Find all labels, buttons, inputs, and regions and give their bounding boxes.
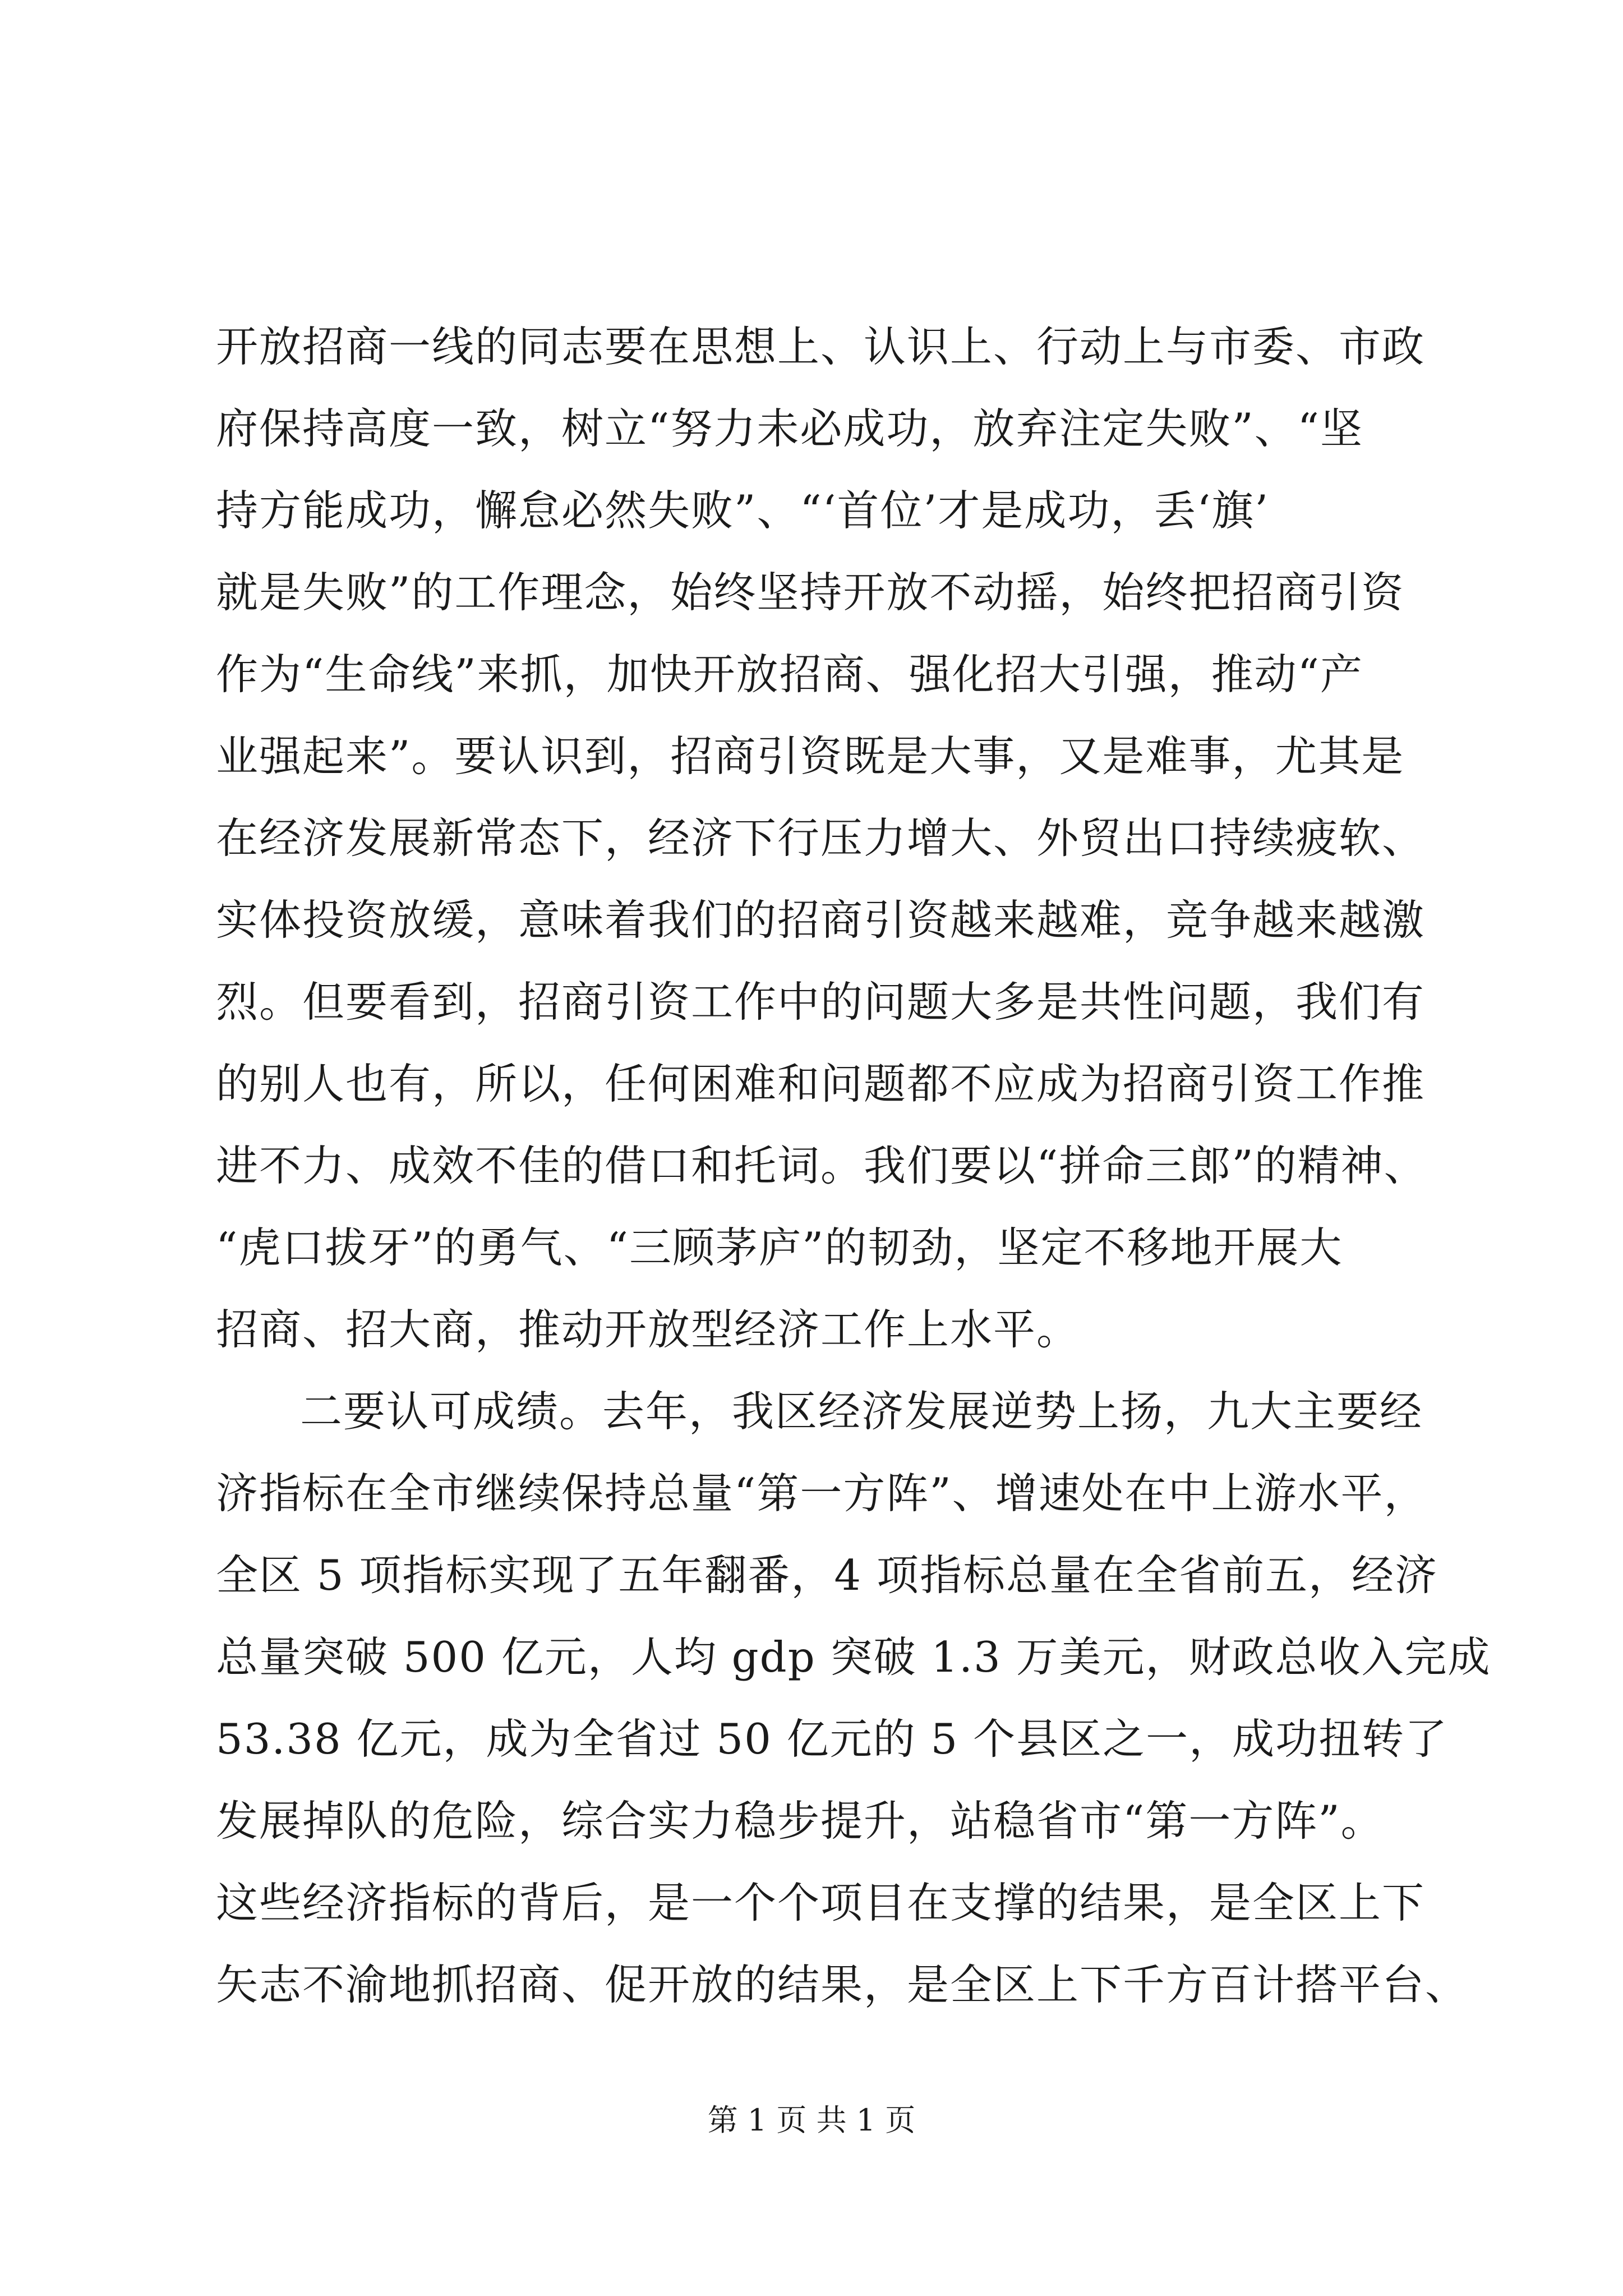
paragraph-start-line: 二要认可成绩。去年，我区经济发展逆势上扬，九大主要经 xyxy=(300,1387,1423,1436)
text-line: 总量突破 500 亿元，人均 gdp 突破 1.3 万美元，财政总收入完成 xyxy=(216,1632,1491,1682)
text-line: 53.38 亿元，成为全省过 50 亿元的 5 个县区之一，成功扭转了 xyxy=(216,1714,1449,1764)
text-line: 开放招商一线的同志要在思想上、认识上、行动上与市委、市政 xyxy=(216,322,1426,371)
text-line: 这些经济指标的背后，是一个个项目在支撑的结果，是全区上下 xyxy=(216,1878,1426,1927)
text-line: 的别人也有，所以，任何困难和问题都不应成为招商引资工作推 xyxy=(216,1059,1426,1108)
text-line: 持方能成功，懈怠必然失败”、“‘首位’才是成功，丢‘旗’ xyxy=(216,486,1270,535)
text-line: 业强起来”。要认识到，招商引资既是大事，又是难事，尤其是 xyxy=(216,731,1405,781)
text-line: 矢志不渝地抓招商、促开放的结果，是全区上下千方百计搭平台、 xyxy=(216,1960,1469,2009)
page-number-footer: 第 1 页 共 1 页 xyxy=(707,2102,916,2138)
document-body xyxy=(216,306,1491,2026)
text-line: 全区 5 项指标实现了五年翻番，4 项指标总量在全省前五，经济 xyxy=(216,1550,1438,1600)
text-line: 在经济发展新常态下，经济下行压力增大、外贸出口持续疲软、 xyxy=(216,813,1426,863)
text-line: 实体投资放缓，意味着我们的招商引资越来越难，竞争越来越激 xyxy=(216,895,1426,945)
text-line: 招商、招大商，推动开放型经济工作上水平。 xyxy=(216,1305,1080,1354)
text-line: 进不力、成效不佳的借口和托词。我们要以“拼命三郎”的精神、 xyxy=(216,1141,1427,1190)
text-line: 府保持高度一致，树立“努力未必成功，放弃注定失败”、“坚 xyxy=(216,404,1364,453)
text-line: 烈。但要看到，招商引资工作中的问题大多是共性问题，我们有 xyxy=(216,977,1426,1027)
text-line: 济指标在全市继续保持总量“第一方阵”、增速处在中上游水平， xyxy=(216,1469,1427,1518)
text-line: 作为“生命线”来抓，加快开放招商、强化招大引强，推动“产 xyxy=(216,650,1364,699)
text-line: 发展掉队的危险，综合实力稳步提升，站稳省市“第一方阵”。 xyxy=(216,1796,1384,1846)
text-line: “虎口拔牙”的勇气、“三顾茅庐”的韧劲，坚定不移地开展大 xyxy=(216,1223,1343,1272)
text-line: 就是失败”的工作理念，始终坚持开放不动摇，始终把招商引资 xyxy=(216,568,1405,617)
